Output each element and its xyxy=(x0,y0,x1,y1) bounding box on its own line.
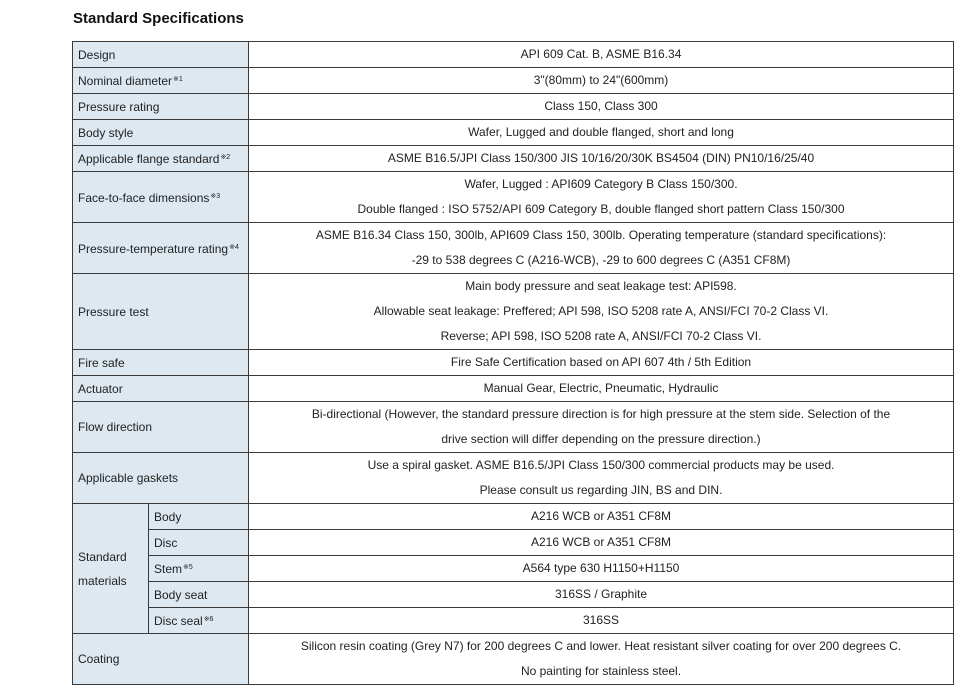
row-value-line: A216 WCB or A351 CF8M xyxy=(530,509,672,523)
specifications-table-body xyxy=(73,42,954,685)
sub-row-label xyxy=(149,608,249,634)
table-row xyxy=(73,504,954,530)
row-label-text: Nominal diameter xyxy=(78,74,173,88)
row-value-line: Main body pressure and seat leakage test: API598. xyxy=(465,279,737,293)
sub-row-label xyxy=(149,504,249,530)
group-label-standard-materials xyxy=(73,504,149,634)
row-label-text: Design xyxy=(78,47,116,62)
table-row xyxy=(73,223,954,274)
row-value xyxy=(249,556,954,582)
row-value-line: -29 to 538 degrees C (A216-WCB), -29 to 600 degrees C (A351 CF8M) xyxy=(411,253,791,267)
row-value xyxy=(249,42,954,68)
row-value-line: Reverse; API 598, ISO 5208 rate A, ANSI/FCI 70-2 Class VI. xyxy=(440,329,762,343)
row-value-line: Manual Gear, Electric, Pneumatic, Hydraulic xyxy=(483,381,719,395)
row-value xyxy=(249,402,954,453)
row-value xyxy=(249,530,954,556)
row-value-line: ASME B16.5/JPI Class 150/300 JIS 10/16/20/30K BS4504 (DIN) PN10/16/25/40 xyxy=(387,151,815,165)
row-value xyxy=(249,350,954,376)
row-label-text: Flow direction xyxy=(78,420,153,434)
row-label xyxy=(73,223,249,274)
row-label xyxy=(73,376,249,402)
page-title: Standard Specifications xyxy=(73,10,244,27)
row-label xyxy=(73,146,249,172)
row-label-text: Applicable flange standard xyxy=(78,152,220,166)
row-label-text: Actuator xyxy=(78,381,123,396)
row-label xyxy=(73,274,249,350)
row-label-text: Pressure-temperature rating xyxy=(78,241,229,256)
row-value-line: No painting for stainless steel. xyxy=(520,664,682,678)
row-value-line: Silicon resin coating (Grey N7) for 200 degrees C and lower. Heat resistant silver coating for over 200 degrees C. xyxy=(300,639,902,653)
table-row xyxy=(73,582,954,608)
footnote-mark: ※3 xyxy=(210,192,221,200)
footnote-mark: ※1 xyxy=(173,76,183,83)
sub-row-label xyxy=(149,530,249,556)
table-row xyxy=(73,274,954,350)
row-label-text: Stem xyxy=(154,562,183,576)
row-value-line: A564 type 630 H1150+H1150 xyxy=(522,561,680,575)
row-label xyxy=(73,453,249,504)
table-row xyxy=(73,350,954,376)
row-label-text: Coating xyxy=(78,652,120,666)
row-value-line: Class 150, Class 300 xyxy=(544,99,658,113)
row-value-line: Fire Safe Certification based on API 607 4th / 5th Edition xyxy=(450,355,752,369)
row-value-line: Bi-directional (However, the standard pressure direction is for high pressure at the stem side. Selection of the xyxy=(311,407,891,421)
row-label xyxy=(73,120,249,146)
row-label-text: Disc seal xyxy=(154,614,203,628)
row-value xyxy=(249,453,954,504)
row-value xyxy=(249,120,954,146)
row-label-text: Body xyxy=(154,509,182,524)
row-label-text: Face-to-face dimensions xyxy=(78,190,210,205)
table-row xyxy=(73,172,954,223)
row-value-line: Please consult us regarding JIN, BS and DIN. xyxy=(479,483,723,497)
row-value-line: 316SS xyxy=(582,613,620,627)
table-row xyxy=(73,453,954,504)
row-label xyxy=(73,350,249,376)
table-row xyxy=(73,42,954,68)
row-value xyxy=(249,608,954,634)
row-value-line: ASME B16.34 Class 150, 300lb, API609 Class 150, 300lb. Operating temperature (standard specifications): xyxy=(315,228,887,242)
row-label xyxy=(73,94,249,120)
row-value xyxy=(249,504,954,530)
footnote-mark: ※6 xyxy=(203,616,214,623)
group-label-line: materials xyxy=(78,573,127,588)
row-label xyxy=(73,42,249,68)
table-row xyxy=(73,68,954,94)
row-value xyxy=(249,223,954,274)
row-label-text: Body seat xyxy=(154,587,208,602)
table-row xyxy=(73,146,954,172)
row-label-text: Applicable gaskets xyxy=(78,471,179,485)
footnote-mark: ※5 xyxy=(183,564,193,571)
row-value-line: Wafer, Lugged : API609 Category B Class 150/300. xyxy=(464,177,738,191)
table-row xyxy=(73,376,954,402)
row-label-text: Pressure test xyxy=(78,304,149,319)
footnote-mark: ※2 xyxy=(220,154,231,161)
row-value xyxy=(249,146,954,172)
row-value-line: 316SS / Graphite xyxy=(554,587,648,601)
table-row xyxy=(73,556,954,582)
row-value-line: Double flanged : ISO 5752/API 609 Category B, double flanged short pattern Class 150/300 xyxy=(357,202,845,216)
footnote-mark: ※4 xyxy=(229,243,239,251)
row-value-line: 3"(80mm) to 24"(600mm) xyxy=(533,73,669,87)
table-row xyxy=(73,608,954,634)
table-row xyxy=(73,120,954,146)
row-value xyxy=(249,582,954,608)
row-value-line: A216 WCB or A351 CF8M xyxy=(530,535,672,549)
row-value xyxy=(249,376,954,402)
specifications-table xyxy=(72,41,954,685)
row-label-text: Body style xyxy=(78,125,134,140)
row-value xyxy=(249,68,954,94)
row-label xyxy=(73,172,249,223)
row-label-text: Fire safe xyxy=(78,355,125,370)
sub-row-label xyxy=(149,582,249,608)
row-label-text: Pressure rating xyxy=(78,99,160,114)
row-label-text: Disc xyxy=(154,535,178,550)
row-value-line: Use a spiral gasket. ASME B16.5/JPI Class 150/300 commercial products may be used. xyxy=(367,458,835,472)
row-value xyxy=(249,172,954,223)
row-label xyxy=(73,402,249,453)
row-value-line: Wafer, Lugged and double flanged, short and long xyxy=(468,125,734,139)
table-row xyxy=(73,402,954,453)
group-label-line: Standard xyxy=(78,549,127,564)
row-value xyxy=(249,94,954,120)
row-value-line: Allowable seat leakage: Preffered; API 598, ISO 5208 rate A, ANSI/FCI 70-2 Class VI. xyxy=(373,304,829,318)
row-label xyxy=(73,68,249,94)
row-value-line: drive section will differ depending on the pressure direction.) xyxy=(441,432,761,446)
row-value xyxy=(249,274,954,350)
table-row xyxy=(73,94,954,120)
table-row xyxy=(73,530,954,556)
sub-row-label xyxy=(149,556,249,582)
row-value-line: API 609 Cat. B, ASME B16.34 xyxy=(520,47,682,61)
